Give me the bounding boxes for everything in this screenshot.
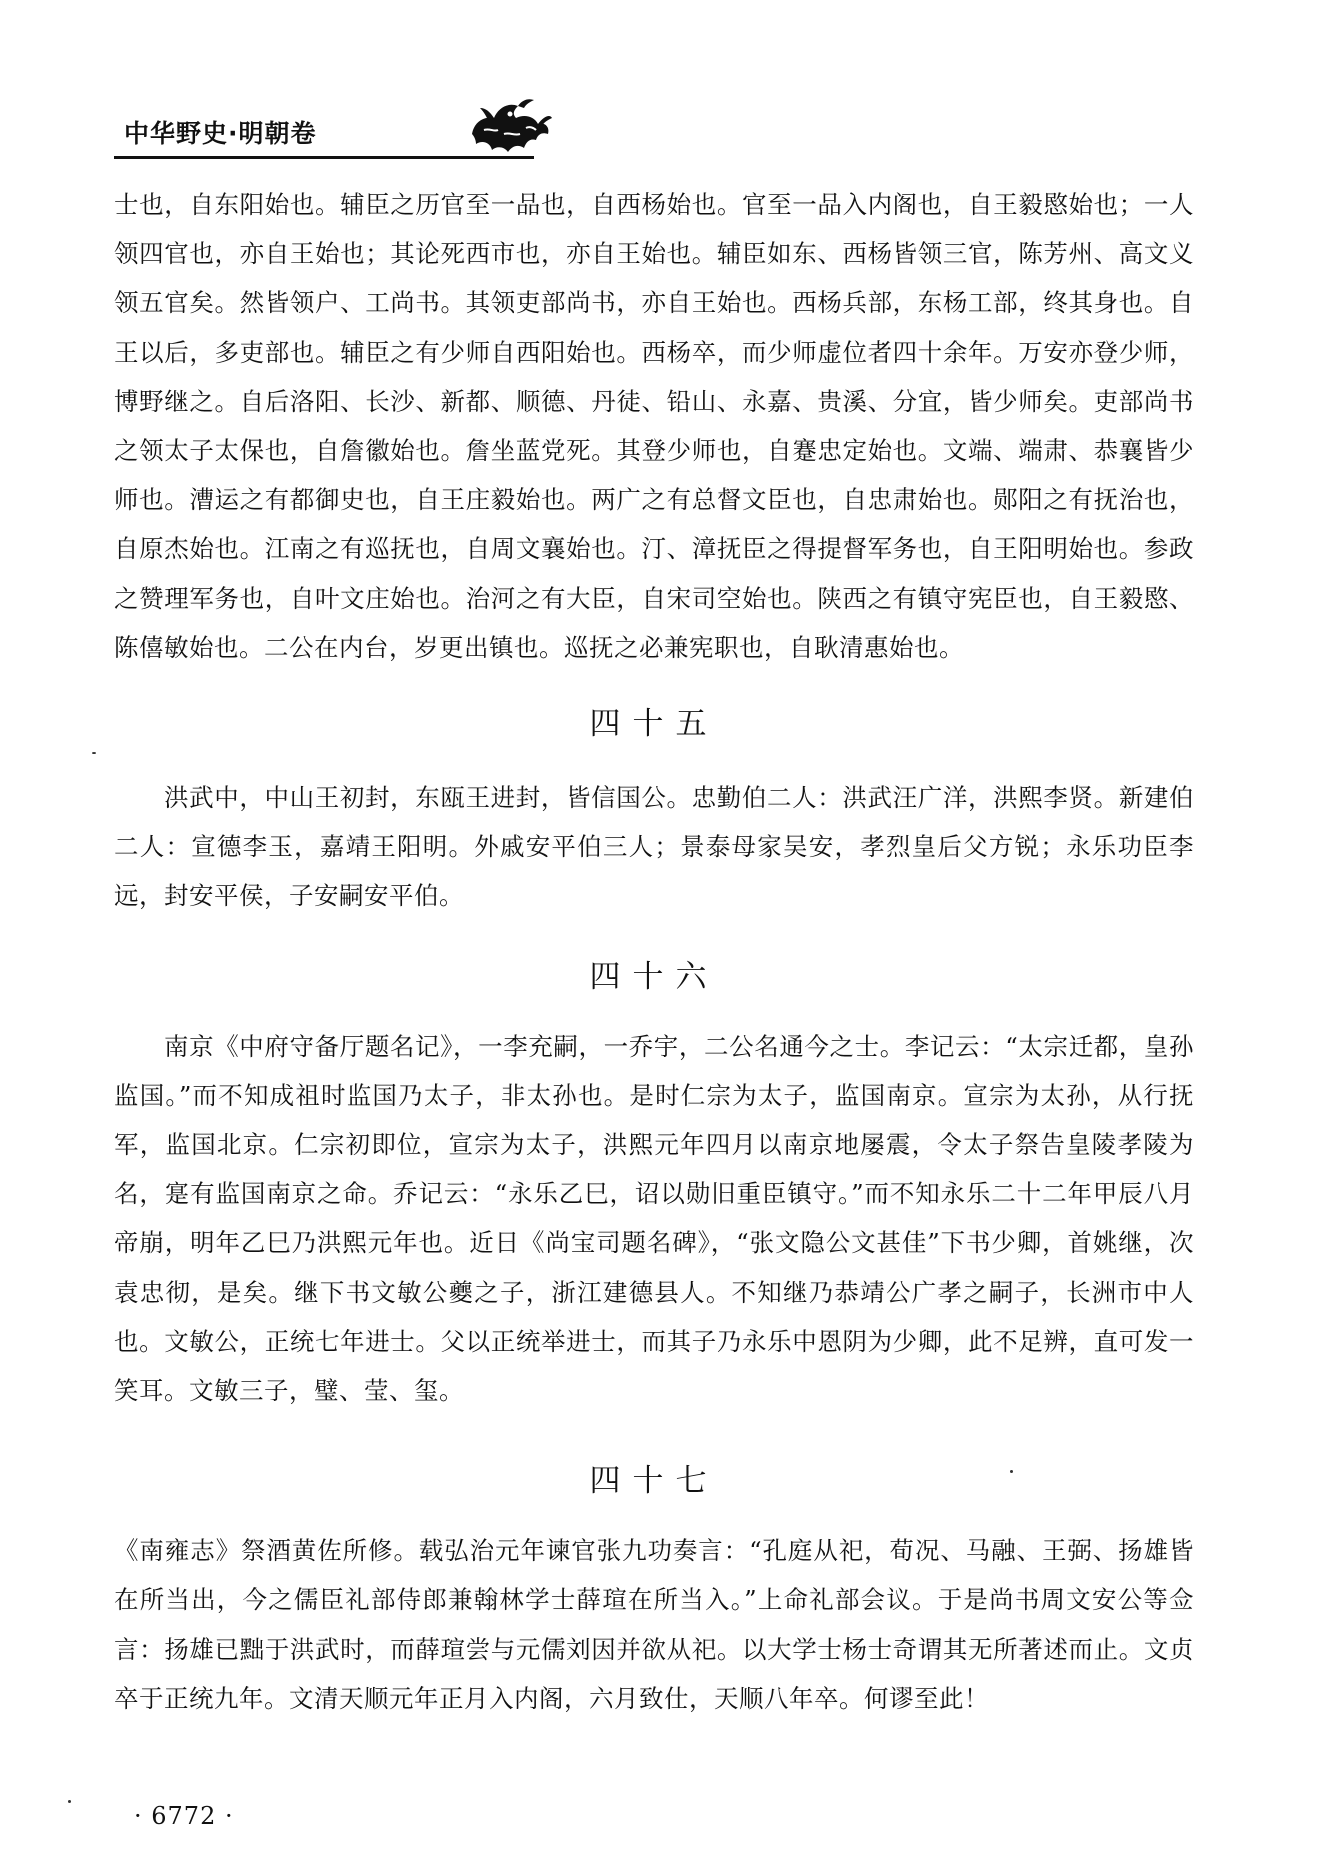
- scan-speck: [92, 752, 96, 754]
- dragon-emblem-icon: [464, 94, 554, 160]
- section-heading-46: 四十六: [589, 958, 719, 995]
- page-body: [114, 180, 1194, 1723]
- page-header: [114, 96, 1184, 166]
- section-heading-47: 四十七: [589, 1463, 719, 1500]
- paragraph-section-45: 洪武中，中山王初封，东瓯王进封，皆信国公。忠勤伯二人：洪武汪广洋，洪熙李贤。新建伯二人：宣德李玉，嘉靖王阳明。外戚安平伯三人；景泰母家吴安，孝烈皇后父方锐；永乐功臣李远，封安平侯，子安嗣安平伯。: [114, 783, 1194, 911]
- paragraph-section-47: 《南雍志》祭酒黄佐所修。载弘治元年谏官张九功奏言：“孔庭从祀，荀况、马融、王弼、扬雄皆在所当出，今之儒臣礼部侍郎兼翰林学士薛瑄在所当入。”上命礼部会议。于是尚书周文安公等佥言：扬雄已黜于洪武时，而薛瑄尝与元儒刘因并欲从祀。以大学士杨士奇谓其无所著述而止。文贞卒于正统九年。文清天顺元年正月入内阁，六月致仕，天顺八年卒。何谬至此！: [114, 1536, 1194, 1713]
- scan-speck: [1010, 1470, 1013, 1473]
- paragraph-continued: 士也，自东阳始也。辅臣之历官至一品也，自西杨始也。官至一品入内阁也，自王毅愍始也；一人领四官也，亦自王始也；其论死西市也，亦自王始也。辅臣如东、西杨皆领三官，陈芳州、高文义领五官矣。然皆领户、工尚书。其领吏部尚书，亦自王始也。西杨兵部，东杨工部，终其身也。自王以后，多吏部也。辅臣之有少师自西阳始也。西杨卒，而少师虚位者四十余年。万安亦登少师，博野继之。自后洛阳、长沙、新都、顺德、丹徒、铅山、永嘉、贵溪、分宜，皆少师矣。吏部尚书之领太子太保也，自詹徽始也。詹坐蓝党死。其登少师也，自蹇忠定始也。文端、端肃、恭襄皆少师也。漕运之有都御史也，自王庄毅始也。两广之有总督文臣也，自忠肃始也。郧阳之有抚治也，自原杰始也。江南之有巡抚也，自周文襄始也。汀、漳抚臣之得提督军务也，自王阳明始也。参政之赞理军务也，自叶文庄始也。治河之有大臣，自宋司空始也。陕西之有镇守宪臣也，自王毅愍、陈僖敏始也。二公在内台，岁更出镇也。巡抚之必兼宪职也，自耿清惠始也。: [114, 190, 1194, 662]
- page-number: · 6772 ·: [134, 1802, 234, 1830]
- header-rule: [114, 156, 534, 159]
- running-title: 中华野史·明朝卷: [124, 119, 317, 148]
- section-heading-45: 四十五: [589, 706, 719, 743]
- scan-speck: [68, 1800, 71, 1803]
- paragraph-section-46: 南京《中府守备厅题名记》，一李充嗣，一乔宇，二公名通今之士。李记云：“太宗迁都，皇孙监国。”而不知成祖时监国乃太子，非太孙也。是时仁宗为太子，监国南京。宣宗为太孙，从行抚军，监国北京。仁宗初即位，宣宗为太子，洪熙元年四月以南京地屡震，令太子祭告皇陵孝陵为名，寔有监国南京之命。乔记云：“永乐乙巳，诏以勋旧重臣镇守。”而不知永乐二十二年甲辰八月帝崩，明年乙巳乃洪熙元年也。近日《尚宝司题名碑》，“张文隐公文甚佳”下书少卿，首姚继，次袁忠彻，是矣。继下书文敏公夔之子，浙江建德县人。不知继乃恭靖公广孝之嗣子，长洲市中人也。文敏公，正统七年进士。父以正统举进士，而其子乃永乐中恩阴为少卿，此不足辨，直可发一笑耳。文敏三子，璧、莹、玺。: [114, 1031, 1194, 1406]
